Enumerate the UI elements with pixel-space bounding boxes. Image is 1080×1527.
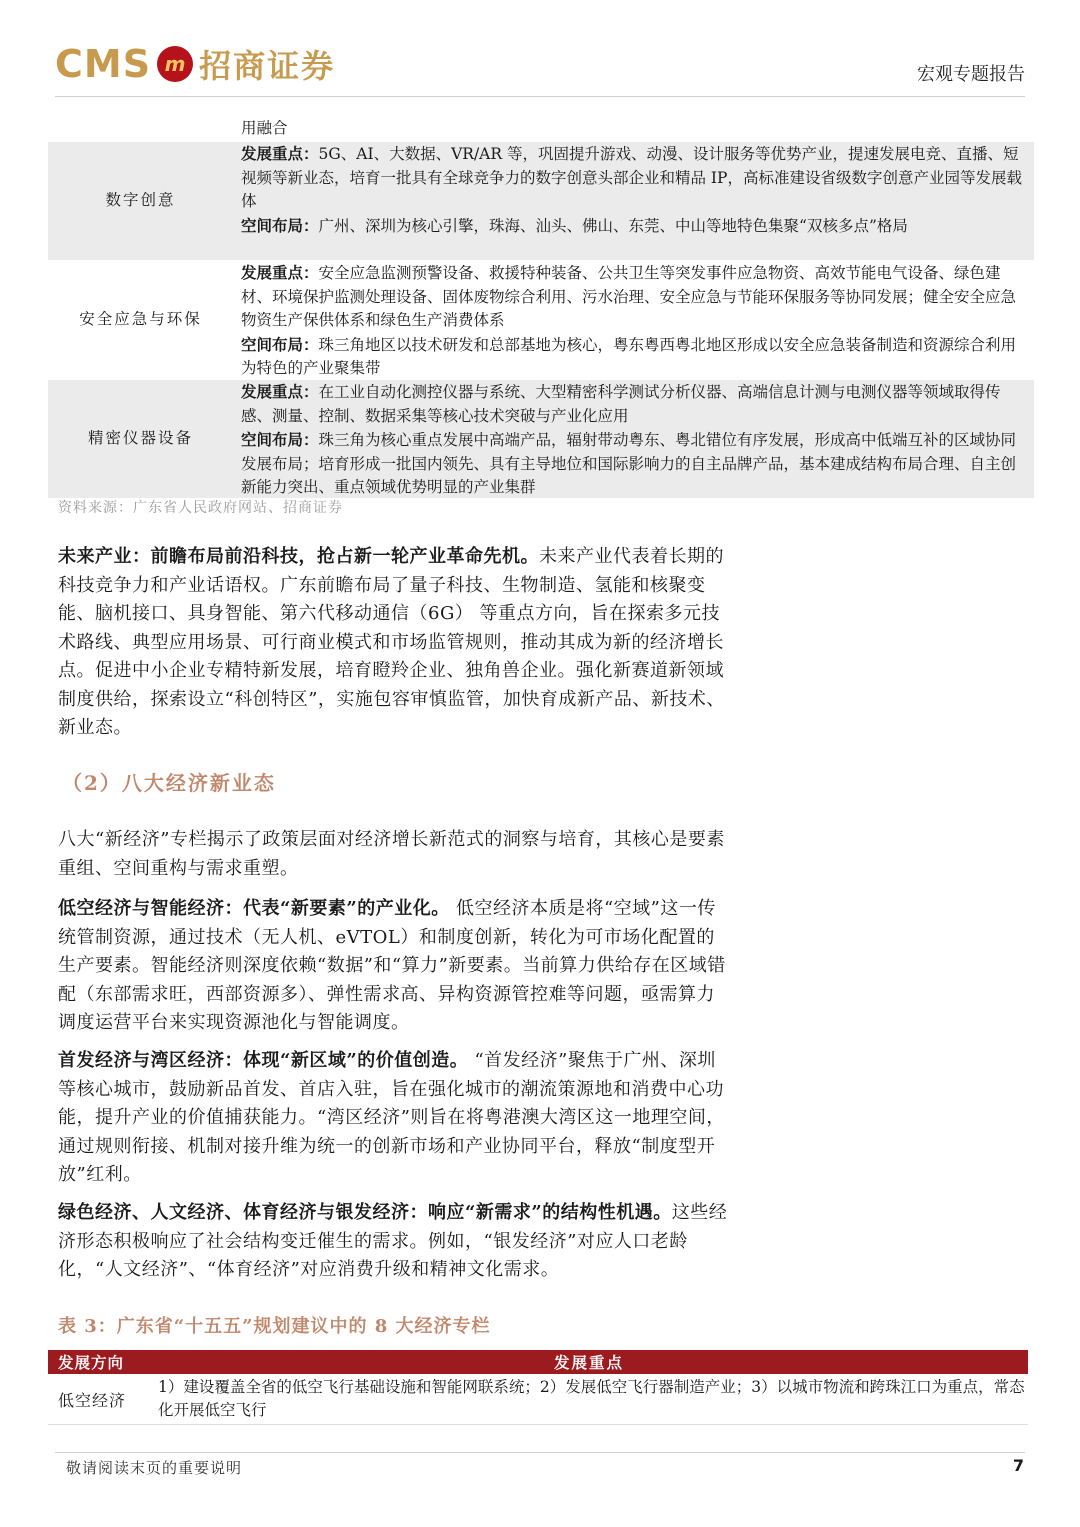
report-type: 宏观专题报告 bbox=[917, 64, 1025, 85]
desc-line bbox=[241, 117, 1028, 141]
desc-label: 空间布局： bbox=[241, 334, 319, 354]
table-caption: 表 3：广东省“十五五”规划建议中的 8 大经济专栏 bbox=[58, 1316, 491, 1337]
desc-label: 发展重点： bbox=[241, 144, 319, 163]
page-number: 7 bbox=[1012, 1456, 1024, 1475]
paragraph-low-altitude bbox=[58, 895, 728, 1038]
desc-text: 5G、AI、大数据、VR/AR 等，巩固提升游戏、动漫、设计服务等优势产业，提速发展电竞、直播、短视频等新业态，培育一批具有全球竞争力的数字创意头部企业和精品 IP，高标准建设省级数字创意产业园等发展载体 bbox=[241, 145, 1022, 210]
industry-table bbox=[48, 117, 1034, 499]
header-focus: 发展重点 bbox=[553, 1353, 624, 1372]
table-cell-name: 精密仪器设备 bbox=[87, 429, 193, 448]
footer-note: 敬请阅读末页的重要说明 bbox=[66, 1459, 243, 1477]
logo-chinese-text: 招商证券 bbox=[199, 47, 336, 85]
desc-line bbox=[241, 333, 1028, 381]
paragraph-text: 这些经济形态积极响应了社会结构变迁催生的需求。例如，“银发经济”对应人口老龄化，“人文经济”、“体育经济”对应消费升级和精神文化需求。 bbox=[58, 1202, 728, 1280]
desc-label: 空间布局： bbox=[241, 215, 319, 235]
logo-badge-icon: m bbox=[157, 46, 193, 82]
header-direction: 发展方向 bbox=[58, 1353, 125, 1372]
paragraph-lead: 绿色经济、人文经济、体育经济与银发经济：响应“新需求”的结构性机遇。 bbox=[58, 1202, 672, 1223]
desc-line bbox=[241, 428, 1028, 500]
desc-text: 珠三角为核心重点发展中高端产品，辐射带动粤东、粤北错位有序发展，形成高中低端互补的区域协同发展布局；培育形成一批国内领先、具有主导地位和国际影响力的自主品牌产品，基本建成结构布局合理、自主创新能力突出、重点领域优势明显的产业集群 bbox=[241, 431, 1017, 496]
footer-divider bbox=[55, 1452, 1025, 1453]
paragraph-lead: 未来产业：前瞻布局前沿科技，抢占新一轮产业革命先机。 bbox=[58, 546, 539, 567]
paragraph-green-economy bbox=[58, 1199, 728, 1285]
section-title: （2）八大经济新业态 bbox=[62, 771, 276, 795]
cell-focus: 1）建设覆盖全省的低空飞行基础设施和智能网联系统；2）发展低空飞行器制造产业；3）以城市物流和跨珠江口为重点，常态化开展低空飞行 bbox=[158, 1378, 1025, 1419]
cell-direction: 低空经济 bbox=[58, 1390, 127, 1410]
desc-label: 空间布局： bbox=[241, 430, 319, 449]
desc-text: 在工业自动化测控仪器与系统、大型精密科学测试分析仪器、高端信息计测与电测仪器等领域取得传感、测量、控制、数据采集等核心技术突破与产业化应用 bbox=[241, 383, 1001, 425]
desc-label: 发展重点： bbox=[241, 382, 319, 401]
desc-line bbox=[241, 142, 1028, 214]
table-cell-name: 数字创意 bbox=[105, 191, 176, 210]
paragraph-future-industry bbox=[58, 543, 728, 743]
paragraph-text: 八大“新经济”专栏揭示了政策层面对经济增长新范式的洞察与培育，其核心是要素重组、空间重构与需求重塑。 bbox=[58, 829, 725, 879]
table-row bbox=[48, 1374, 1028, 1425]
table-header bbox=[48, 1350, 1028, 1374]
paragraph-text: 未来产业代表着长期的科技竞争力和产业话语权。广东前瞻布局了量子科技、生物制造、氢能和核聚变能、脑机接口、具身智能、第六代移动通信（6G） 等重点方向，旨在探索多元技术路线、典型应用场景、可行商业模式和市场监管规则，推动其成为新的经济增长点。促进中小企业专精特新发展，培育瞪羚企业、独角兽企业。强化新赛道新领域制度供给，探索设立“科创特区”，实施包容审慎监管，加快育成新产品、新技术、新业态。 bbox=[58, 546, 725, 738]
table-cell-desc bbox=[233, 380, 1034, 498]
desc-text: 广州、深圳为核心引擎，珠海、汕头、佛山、东莞、中山等地特色集聚“双核多点”格局 bbox=[318, 216, 908, 235]
table-cell-desc bbox=[233, 117, 1034, 141]
header-divider bbox=[55, 96, 1025, 97]
desc-line bbox=[241, 261, 1028, 333]
desc-text: 珠三角地区以技术研发和总部基地为核心，粤东粤西粤北地区形成以安全应急装备制造和资源综合利用为特色的产业聚集带 bbox=[241, 335, 1017, 377]
paragraph-lead: 低空经济与智能经济：代表“新要素”的产业化。 bbox=[58, 898, 450, 919]
paragraph-text: 低空经济本质是将“空域”这一传统管制资源，通过技术（无人机、eVTOL）和制度创新，转化为可市场化配置的生产要素。智能经济则深度依赖“数据”和“算力”新要素。当前算力供给存在区域错配（东部需求旺，西部资源多）、弹性需求高、异构资源管控难等问题，亟需算力调度运营平台来实现资源池化与智能调度。 bbox=[58, 898, 726, 1033]
table-cell-name: 安全应急与环保 bbox=[79, 310, 202, 329]
desc-label: 发展重点： bbox=[241, 263, 319, 282]
logo-latin-text: CMS bbox=[55, 42, 152, 86]
cms-logo bbox=[55, 36, 335, 92]
table-cell-desc bbox=[233, 142, 1034, 260]
economy-columns-table bbox=[48, 1350, 1028, 1425]
table-row bbox=[48, 380, 1034, 499]
table-row bbox=[48, 117, 1034, 142]
table-source: 资料来源：广东省人民政府网站、招商证券 bbox=[58, 500, 343, 516]
paragraph-intro bbox=[58, 826, 728, 883]
table-cell-desc bbox=[233, 261, 1034, 379]
desc-line bbox=[241, 380, 1028, 428]
table-row bbox=[48, 142, 1034, 261]
table-cell-name bbox=[48, 117, 233, 141]
paragraph-lead: 首发经济与湾区经济：体现“新区域”的价值创造。 bbox=[58, 1050, 469, 1071]
paragraph-text: “首发经济”聚焦于广州、深圳等核心城市，鼓励新品首发、首店入驻，旨在强化城市的潮流策源地和消费中心功能，提升产业的价值捕获能力。“湾区经济”则旨在将粤港澳大湾区这一地理空间，通过规则衔接、机制对接升维为统一的创新市场和产业协同平台，释放“制度型开放”红利。 bbox=[58, 1050, 725, 1185]
table-row bbox=[48, 261, 1034, 380]
desc-line bbox=[241, 214, 1028, 239]
paragraph-first-launch bbox=[58, 1047, 728, 1190]
desc-text: 用融合 bbox=[241, 119, 288, 137]
page-header bbox=[0, 0, 1080, 100]
desc-text: 安全应急监测预警设备、救援特种装备、公共卫生等突发事件应急物资、高效节能电气设备、绿色建材、环境保护监测处理设备、固体废物综合利用、污水治理、安全应急与节能环保服务等协同发展；健全安全应急物资生产保供体系和绿色生产消费体系 bbox=[241, 264, 1017, 329]
